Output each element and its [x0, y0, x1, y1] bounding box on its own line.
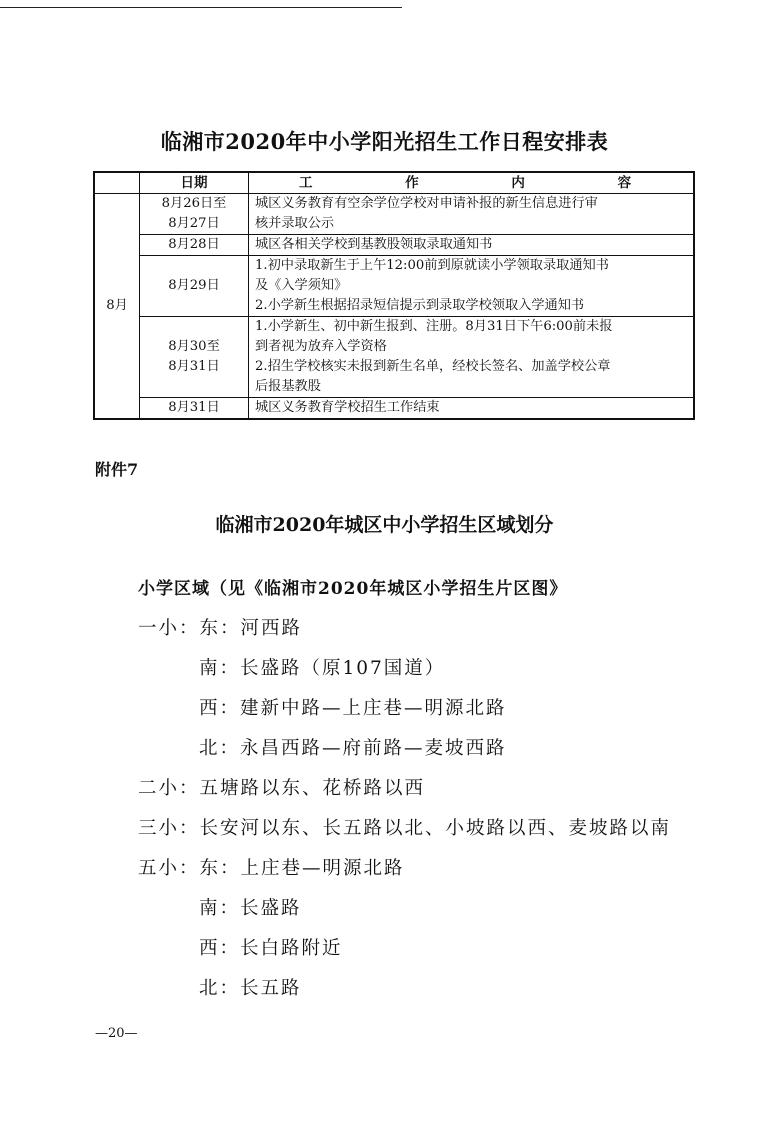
task-cell: [249, 256, 695, 317]
zone-line: 西：长白路附近: [199, 938, 343, 959]
task-cell: [249, 398, 695, 420]
zone-line: 二小：五塘路以东、花桥路以西: [138, 778, 426, 799]
date-line: 8月26日至: [161, 196, 227, 211]
zone-line: 一小：东：河西路: [138, 618, 303, 639]
zone-line: 北：长五路: [199, 978, 302, 999]
zone-line: 西：建新中路—上庄巷—明源北路: [199, 698, 507, 719]
table-row: [94, 235, 694, 256]
task-line: 城区义务教育有空余学位学校对申请补报的新生信息进行审: [255, 196, 598, 211]
page-number: —20—: [95, 1026, 138, 1041]
section-heading: 小学区域（见《临湘市2020年城区小学招生片区图》: [138, 579, 568, 599]
date-cell: [140, 398, 249, 420]
month-cell: 8月: [94, 194, 140, 420]
date-line: 8月29日: [168, 278, 220, 293]
task-line: 1.初中录取新生于上午12:00前到原就读小学领取录取通知书: [255, 258, 609, 273]
date-line: 8月28日: [168, 237, 220, 252]
header-month-cell: [94, 172, 140, 194]
table-row: [94, 256, 694, 317]
date-line: 8月31日: [168, 359, 220, 374]
zone-line: 南：长盛路: [199, 898, 302, 919]
zone-line: 北：永昌西路—府前路—麦坡西路: [199, 738, 507, 759]
task-line: 2.招生学校核实未报到新生名单，经校长签名、加盖学校公章: [255, 359, 611, 374]
task-line: 1.小学新生、初中新生报到、注册。8月31日下午6:00前未报: [255, 319, 613, 334]
task-cell: [249, 235, 695, 256]
schedule-title: 临湘市2020年中小学阳光招生工作日程安排表: [160, 129, 609, 154]
zoning-title: 临湘市2020年城区中小学招生区域划分: [215, 514, 554, 536]
zone-line: 五小：东：上庄巷—明源北路: [138, 858, 405, 879]
attachment-label: 附件7: [95, 460, 139, 479]
task-line: 2.小学新生根据招录短信提示到录取学校领取入学通知书: [255, 298, 585, 313]
task-line: 城区各相关学校到基教股领取录取通知书: [255, 237, 493, 252]
date-cell: [140, 256, 249, 317]
date-line: 8月30至: [168, 339, 220, 354]
schedule-table: [93, 171, 695, 420]
task-line: 城区义务教育学校招生工作结束: [255, 400, 440, 415]
task-line: 核并录取公示: [255, 216, 335, 231]
table-header-row: [94, 172, 694, 194]
task-line: 后报基教股: [255, 379, 321, 394]
zone-line: 三小：长安河以东、长五路以北、小坡路以西、麦坡路以南: [138, 818, 672, 839]
date-line: 8月31日: [168, 400, 220, 415]
task-cell: [249, 317, 695, 398]
task-line: 及《入学须知》: [255, 278, 348, 293]
date-line: 8月27日: [168, 216, 220, 231]
date-cell: [140, 317, 249, 398]
date-cell: [140, 235, 249, 256]
top-rule: [0, 7, 402, 8]
task-cell: [249, 194, 695, 235]
table-row: [94, 398, 694, 420]
table-row: [94, 194, 694, 235]
header-date: 日期: [140, 172, 249, 194]
table-row: [94, 317, 694, 398]
date-cell: [140, 194, 249, 235]
task-line: 到者视为放弃入学资格: [255, 339, 387, 354]
header-work: 工 作 内 容: [249, 172, 695, 194]
zone-line: 南：长盛路（原107国道）: [199, 658, 446, 679]
